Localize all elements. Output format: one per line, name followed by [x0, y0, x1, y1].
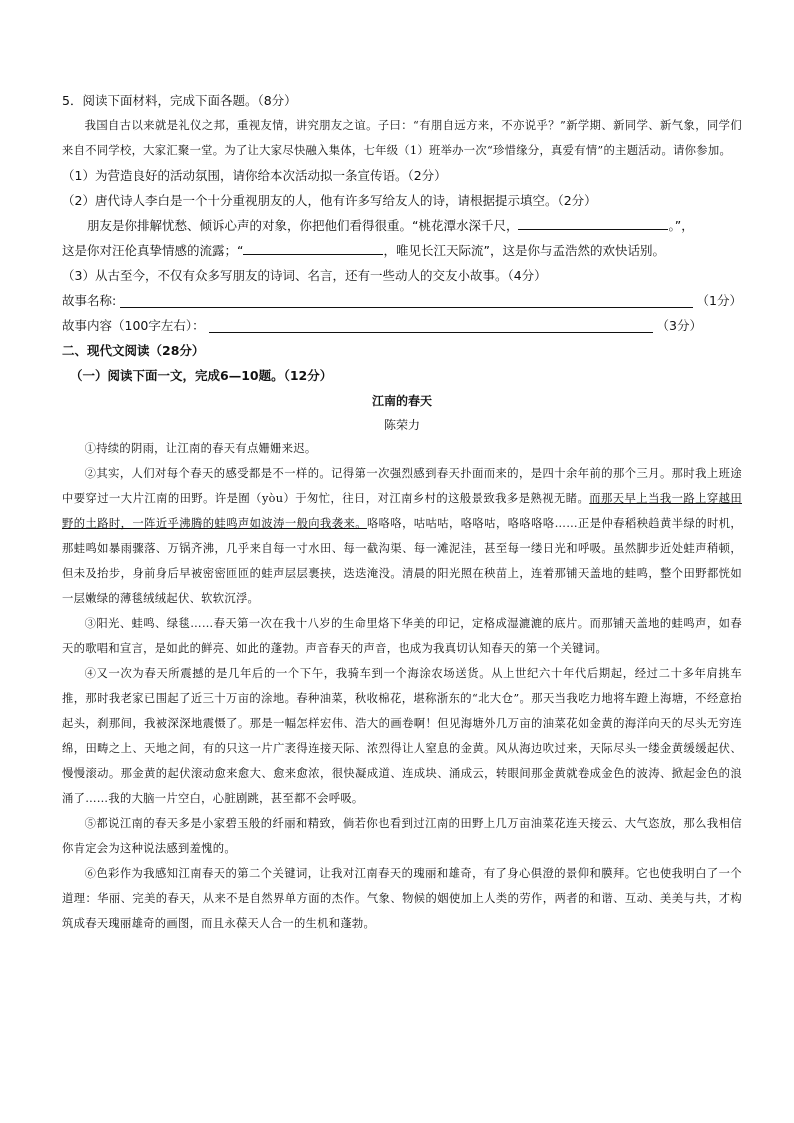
poem-blank-2[interactable]	[243, 240, 383, 255]
poem-blank-1[interactable]	[518, 215, 668, 230]
fill-text-d: ，唯见长江天际流”，这是你与孟浩然的欢快话别。	[383, 243, 665, 258]
q5-sub1: （1）为营造良好的活动氛围，请你给本次活动拟一条宣传语。（2分）	[62, 168, 447, 183]
fill-text-b: 。”，	[668, 218, 694, 233]
story-name-row	[62, 288, 742, 313]
story-name-blank[interactable]	[120, 291, 692, 308]
article-title: 江南的春天	[371, 394, 432, 408]
story-content-row	[62, 313, 702, 338]
underlined-sentence: 而那天早上当我一路上穿越田野的土路时，一阵近乎沸腾的蛙鸣声如波涛一般向我袭来。	[62, 492, 742, 530]
fill-text-c: 这是你对汪伦真挚情感的流露；“	[62, 243, 244, 258]
story-name-score: （1分）	[696, 293, 742, 308]
article-paragraph-1: ①持续的阴雨，让江南的春天有点姗姗来迟。	[84, 442, 317, 455]
q5-sub3: （3）从古至今，不仅有众多写朋友的诗词、名言，还有一些动人的交友小故事。（4分）	[62, 268, 547, 283]
fill-text-a: 朋友是你排解忧愁、倾诉心声的对象，你把他们看得很重。“桃花潭水深千尺，	[87, 218, 519, 233]
exam-page	[62, 88, 742, 936]
paragraph-2-part-a: ②其实，人们对每个春天的感受都是不一样的。记得第一次强烈感到春天扑面而来的，是四十余年前的那个三月。那时我上班途中要穿过一大片江南的田野。许是囿（yòu）于匆忙，往日，对江南乡村的这般景致我多是熟视无睹。	[62, 467, 742, 505]
story-content-label: 故事内容（100字左右）：	[62, 318, 205, 333]
story-content-score: （3分）	[656, 318, 702, 333]
article-paragraph-4: ④又一次为春天所震撼的是几年后的一个下午，我骑车到一个海涂农场送货。从上世纪六十年代后期起，经过二十多年肩挑车推，那时我老家已围起了近三十万亩的涂地。春种油菜，秋收棉花，堪称浙东的“北大仓”。那天当我吃力地将车蹬上海塘，不经意抬起头，刹那间，我被深深地震慑了。那是一幅怎样宏伟、浩大的画卷啊！但见海塘外几万亩的油菜花如金黄的海洋向天的尽头无穷连绵，田畴之上、天地之间，有的只这一片广袤得连接天际、浓烈得让人窒息的金黄。风从海边吹过来，天际尽头一缕金黄缓缓起伏、慢慢滚动。那金黄的起伏滚动愈来愈大、愈来愈浓，很快凝成道、连成块、涌成云，转眼间那金黄就卷成金色的波涛、掀起金色的浪涌了……我的大脑一片空白，心脏剧跳，甚至都不会呼吸。	[62, 667, 742, 805]
paragraph-2-part-b: 咯咯咯，咕咕咕，咯咯咕，咯咯咯咯……正是仲春稻秧趋黄半绿的时机，那蛙鸣如暴雨骤落、万锅齐沸，几乎来自每一寸水田、每一截沟渠、每一滩泥洼，甚至每一缕日光和呼吸。虽然脚步近处蛙声稍顿，但未及抬步，身前身后早被密密匝匝的蛙声层层裹挟，迭迭淹没。清晨的阳光照在秧苗上，连着那铺天盖地的蛙鸣，整个田野都恍如一层嫩绿的薄毯绒绒起伏、软软沉浮。	[62, 517, 742, 605]
q5-heading: 5．阅读下面材料，完成下面各题。（8分）	[62, 93, 297, 108]
article-paragraph-2	[62, 461, 742, 611]
fill-line-1	[62, 213, 742, 238]
section2-subheading: （一）阅读下面一文，完成6—10题。（12分）	[70, 368, 333, 383]
article-paragraph-3: ③阳光、蛙鸣、绿毯……春天第一次在我十八岁的生命里烙下华美的印记，定格成湿漉漉的底片。而那铺天盖地的蛙鸣声，如春天的歌唱和宣言，是如此的鲜亮、如此的蓬勃。声音春天的声音，也成为我真切认知春天的第一个关键词。	[62, 617, 742, 655]
fill-line-2	[62, 238, 742, 263]
article-author: 陈荣力	[383, 418, 420, 432]
q5-material: 我国自古以来就是礼仪之邦，重视友情，讲究朋友之谊。子曰：“有朋自远方来，不亦说乎？”新学期、新同学、新气象，同学们来自不同学校，大家汇聚一堂。为了让大家尽快融入集体，七年级（1）班举办一次“珍惜缘分，真爱有情”的主题活动。请你参加。	[62, 119, 742, 157]
section2-heading: 二、现代文阅读（28分）	[62, 343, 205, 358]
article-paragraph-6: ⑥色彩作为我感知江南春天的第二个关键词，让我对江南春天的瑰丽和雄奇，有了身心俱澄的景仰和膜拜。它也使我明白了一个道理：华丽、完美的春天，从来不是自然界单方面的杰作。气象、物候的姻使加上人类的劳作，两者的和谐、互动、美美与共，才构筑成春天瑰丽雄奇的画图，而且永葆天人合一的生机和蓬勃。	[62, 867, 742, 930]
q5-sub2: （2）唐代诗人李白是一个十分重视朋友的人，他有许多写给友人的诗，请根据提示填空。（2分）	[62, 193, 597, 208]
story-name-label: 故事名称:	[62, 293, 117, 308]
story-content-blank[interactable]	[209, 316, 653, 333]
article-paragraph-5: ⑤都说江南的春天多是小家碧玉般的纤丽和精致，倘若你也看到过江南的田野上几万亩油菜花连天接云、大气恣放，那么我相信你肯定会为这种说法感到羞愧的。	[62, 817, 742, 855]
